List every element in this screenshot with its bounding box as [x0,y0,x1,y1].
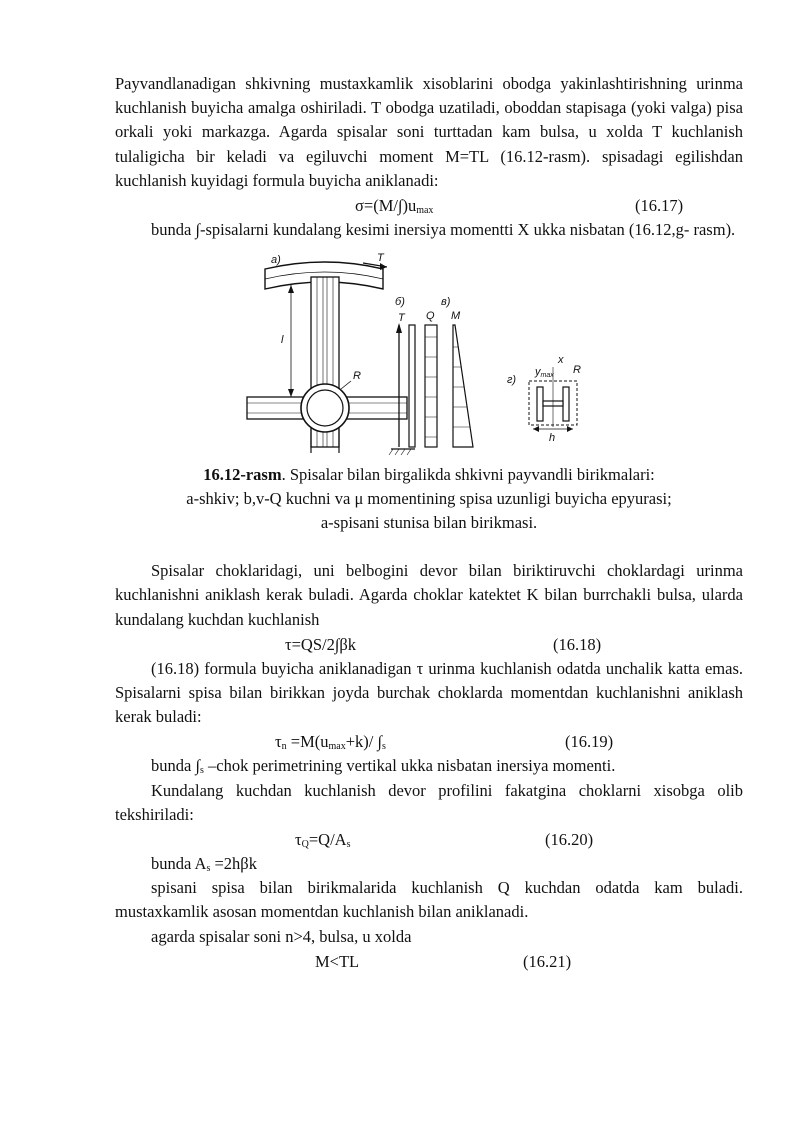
formula-expression: M<TL [315,951,360,971]
formula-expression: $\sigma=(M/\int)u_{max}$ [355,196,434,217]
paragraph-n4: agarda spisalar soni n>4, bulsa, u xolda [151,926,412,946]
shkiv-diagram [115,247,743,463]
formula-expression: τ=QS/2∫βk [285,634,357,654]
paragraph-transverse: Kundalang kuchdan kuchlanish devor profilini fakatgina choklarni xisobga olib tekshiriladi: [115,780,743,824]
paragraph-inertia: bunda ∫-spisalarni kundalang kesimi inersiya momentti X ukka nisbatan (16.12,g- rasm). [151,220,736,240]
caption-line-1: 16.12-rasm. Spisalar bilan birgalikda shkivni payvandli birikmalari: [203,465,655,485]
formula-expression: $\tau_n =M(u_{max}+k)/$ $\int_s$ [275,732,386,753]
label-Q: Q [426,310,435,323]
label-R-section: R [573,364,581,377]
formula-number: (16.20) [545,830,594,850]
paragraph-area: bunda $A_s =2h\beta k$ [151,854,257,875]
label-ymax: ymax [535,366,554,380]
label-T-beam: T [398,312,405,325]
formula-number: (16.18) [553,634,602,654]
label-x: x [558,354,564,367]
formula-number: (16.19) [565,732,614,752]
label-a: a) [271,254,281,267]
paragraph-intro: Payvandlanadigan shkivning mustaxkamlik xisoblarini obodga yakinlashtirishning urinma kuchlanish buyicha amalga oshiriladi. T obodga uzatiladi, oboddan stapisaga (yoki valga) pisa orkali yoki markazga. Agarda spisalar soni turttadan kam bulsa, u xolda T kuchlanish tulaligicha bir keladi va egiluvchi moment M=TL (16.12-rasm). spisadagi egilishdan kuchlanish kuyidagi formula buyicha aniklanadi: [115,74,743,190]
caption-line-3: a-spisani stunisa bilan birikmasi. [320,513,538,533]
formula-16-19 [115,729,743,754]
caption-title: 16.12-rasm [203,465,282,485]
label-v: в) [441,296,451,309]
paragraph-tau: (16.18) formula buyicha aniklanadigan τ urinma kuchlanish odatda unchalik katta emas. Spisalarni spisa bilan birikkan joyda burchak choklarda momentdan kuchlanishni aniklash kerak buladi: [115,658,743,727]
formula-number: (16.21) [523,951,572,971]
figure-16-12 [115,247,743,463]
formula-16-17 [115,193,743,218]
caption-line-2: a-shkiv; b,v-Q kuchni va μ momentining spisa uzunligi buyicha epyurasi; [186,489,672,509]
figure-caption [115,463,743,535]
formula-16-21 [115,949,743,974]
label-l: l [281,334,284,347]
formula-number: (16.17) [635,196,684,216]
paragraph-welds: Spisalar choklaridagi, uni belbogini devor bilan biriktiruvchi choklardagi urinma kuchlanishni aniklash kerak buladi. Agarda choklar katektet K bilan burrchakli bulsa, ularda kundalang kuchdan kuchlanish [115,561,743,629]
label-g: г) [507,374,517,387]
paragraph-perimeter: bunda $\int_s$ –chok perimetrining vertikal ukka nisbatan inersiya momenti. [151,756,616,777]
formula-16-18 [115,632,743,657]
label-R-hub: R [353,370,361,383]
label-h: h [549,432,556,445]
formula-16-20 [115,827,743,852]
label-M: M [451,310,461,323]
document-page [115,72,743,974]
formula-expression: $\tau_Q=Q/A_s$ [295,830,351,851]
label-T-rim: T [377,252,384,265]
paragraph-joints: spisani spisa bilan birikmalarida kuchlanish Q kuchdan odatda kam buladi. mustaxkamlik asosan momentdan kuchlanish bilan aniklanadi. [115,878,743,922]
label-b: б) [395,296,405,309]
